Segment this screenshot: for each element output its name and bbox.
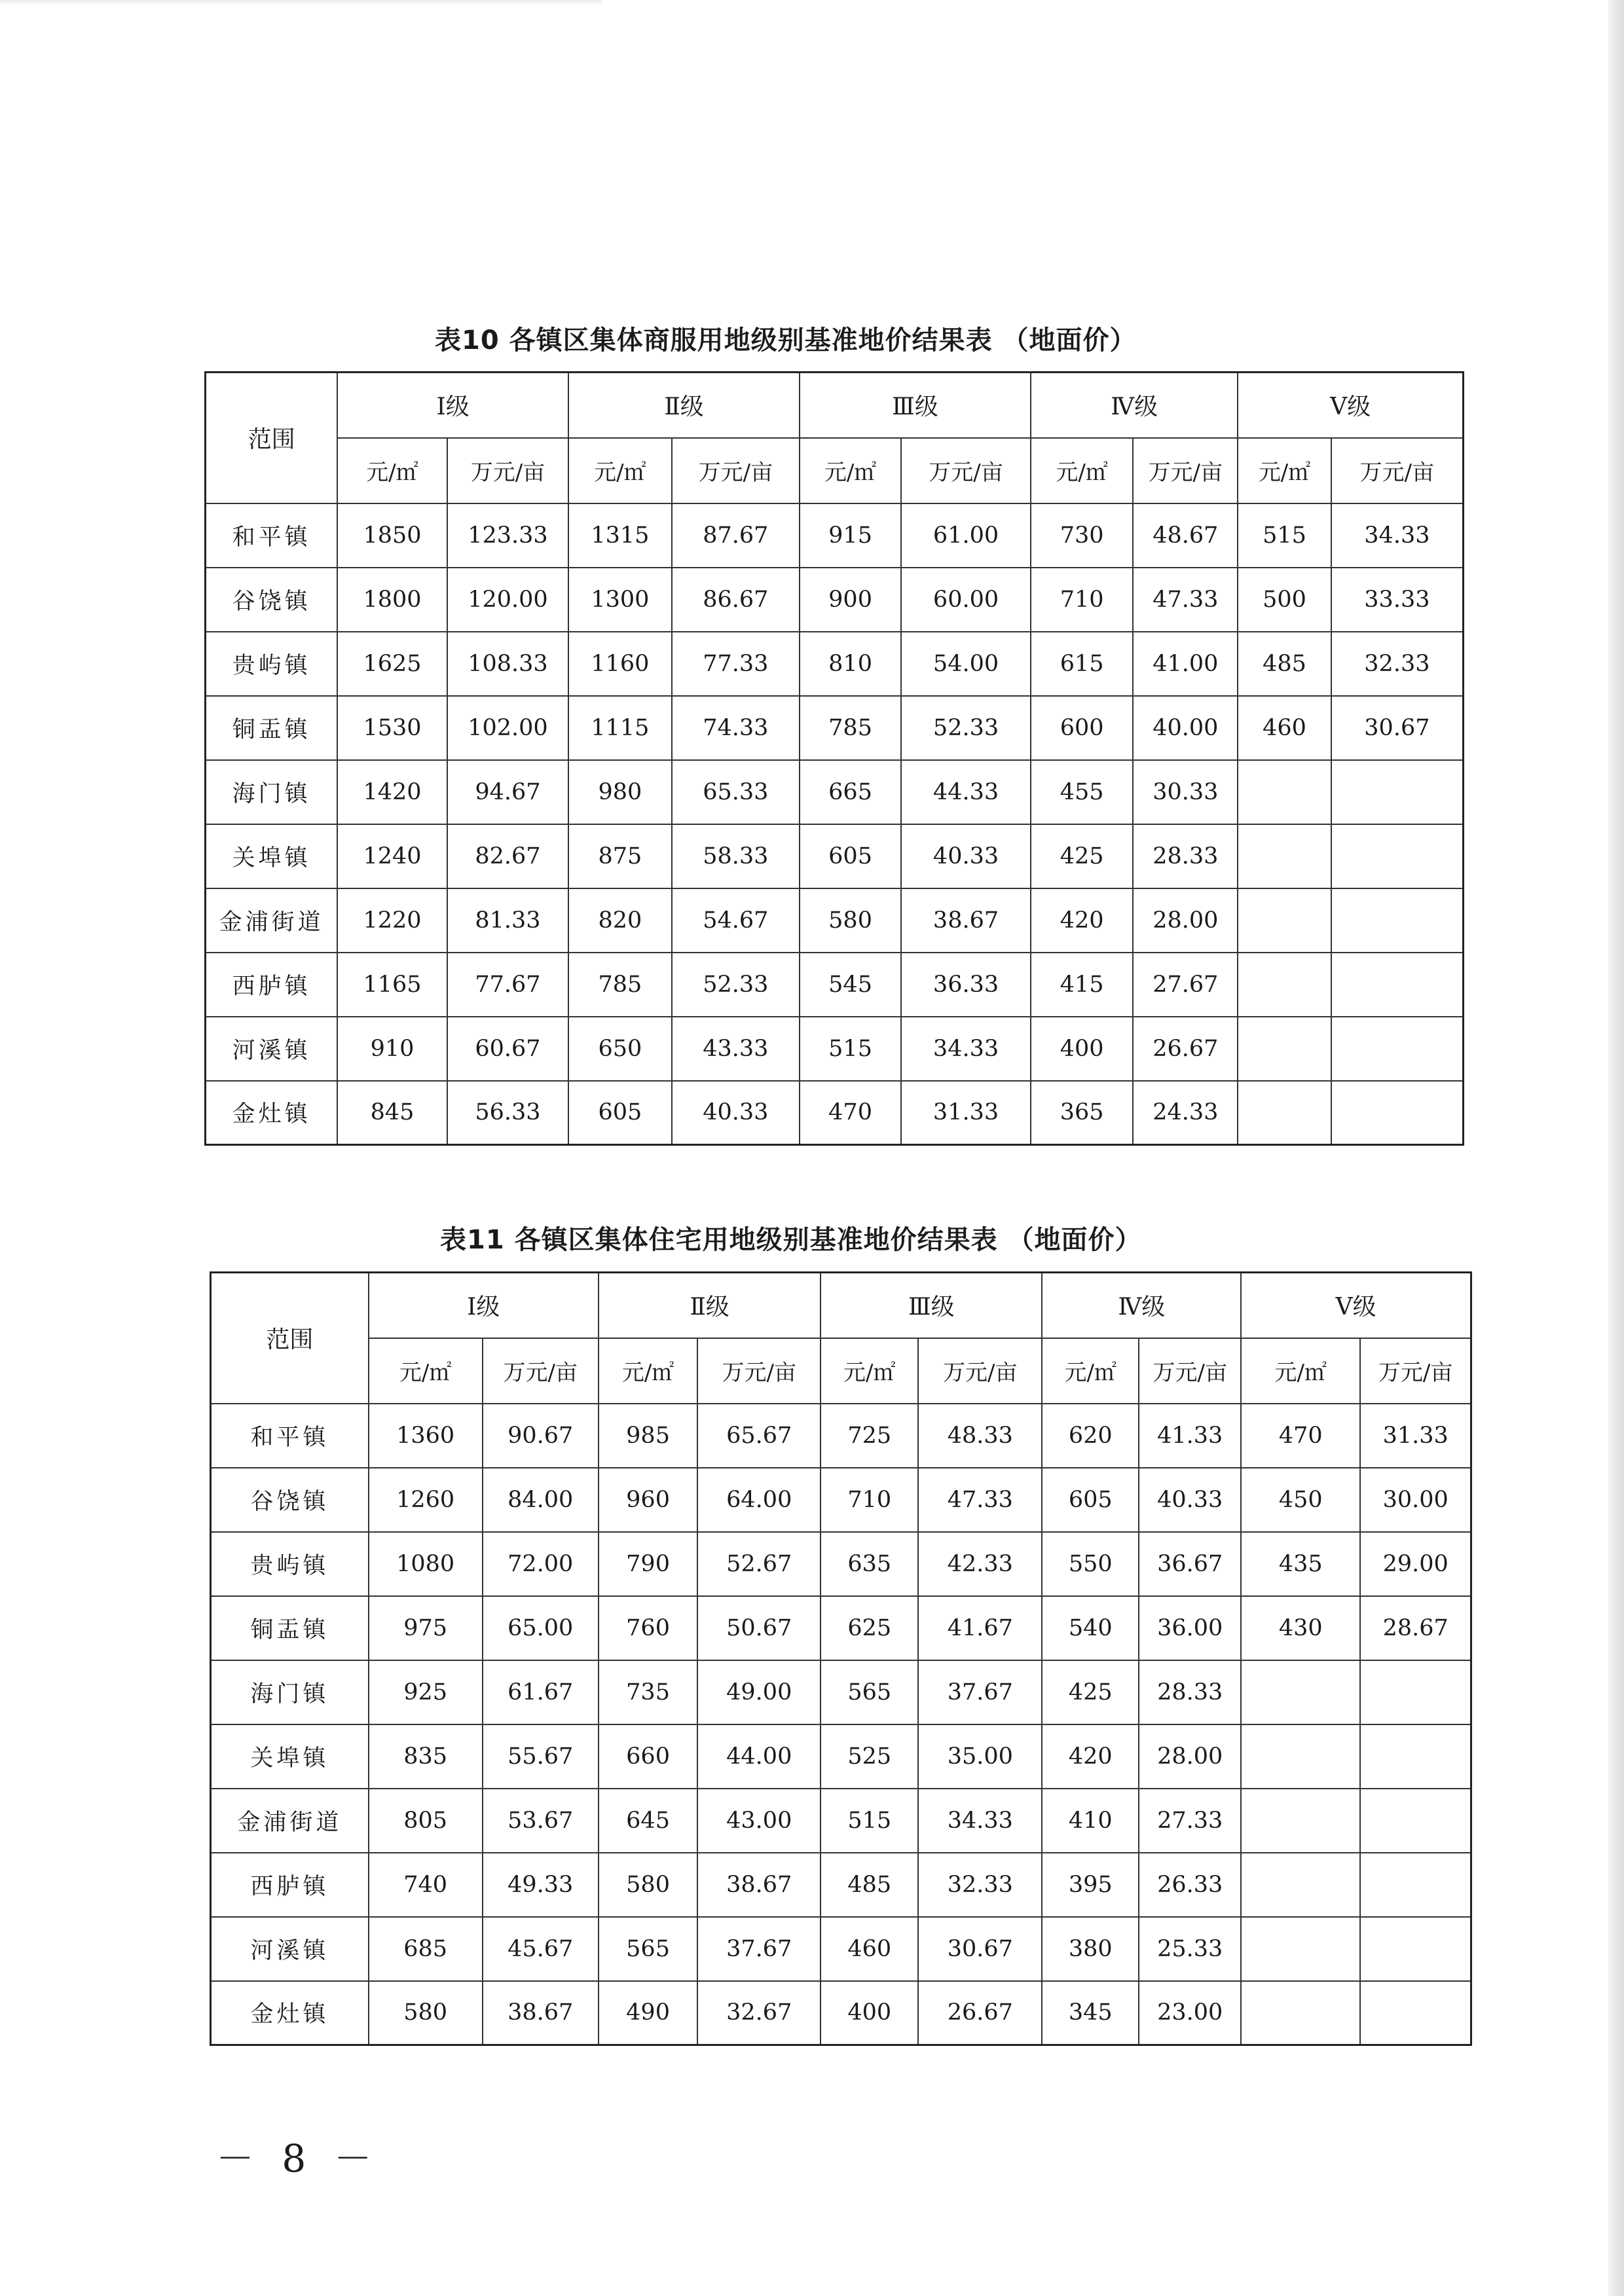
- table-row: [211, 1596, 1471, 1660]
- price-per-mu-cell: 32.67: [697, 1981, 821, 2045]
- table-10-commercial-land-prices: [204, 371, 1464, 1146]
- price-per-mu-cell: [1331, 824, 1464, 888]
- price-per-m2-cell: 925: [369, 1660, 483, 1724]
- price-per-m2-cell: 490: [599, 1981, 697, 2045]
- price-per-m2-cell: 805: [369, 1789, 483, 1853]
- price-per-m2-cell: 485: [1238, 632, 1331, 696]
- grade-5-header: Ⅴ级: [1241, 1273, 1471, 1338]
- price-per-m2-cell: 380: [1042, 1917, 1139, 1981]
- table-row: [206, 1017, 1464, 1081]
- price-per-m2-cell: 485: [821, 1853, 918, 1917]
- price-per-mu-cell: 74.33: [672, 696, 800, 760]
- price-per-m2-cell: 565: [821, 1660, 918, 1724]
- price-per-m2-cell: 345: [1042, 1981, 1139, 2045]
- table-row: [211, 1404, 1471, 1468]
- price-per-mu-cell: 49.00: [697, 1660, 821, 1724]
- grade-2-header: Ⅱ级: [568, 373, 800, 438]
- price-per-m2-cell: 975: [369, 1596, 483, 1660]
- price-per-m2-cell: 1240: [337, 824, 447, 888]
- price-per-m2-cell: 1165: [337, 953, 447, 1017]
- price-per-mu-cell: 38.67: [483, 1981, 599, 2045]
- price-per-mu-cell: 32.33: [1331, 632, 1464, 696]
- price-per-m2-cell: 900: [800, 568, 901, 632]
- range-header: 范围: [206, 373, 338, 503]
- table-row: [206, 888, 1464, 953]
- grade-3-header: Ⅲ级: [800, 373, 1031, 438]
- price-per-mu-cell: 108.33: [447, 632, 568, 696]
- price-per-mu-cell: 30.67: [1331, 696, 1464, 760]
- price-per-m2-cell: 410: [1042, 1789, 1139, 1853]
- price-per-mu-cell: 56.33: [447, 1081, 568, 1145]
- price-per-m2-cell: 550: [1042, 1532, 1139, 1596]
- price-per-mu-cell: 35.00: [918, 1724, 1042, 1789]
- price-per-m2-cell: 540: [1042, 1596, 1139, 1660]
- price-per-mu-cell: 82.67: [447, 824, 568, 888]
- price-per-m2-cell: 1160: [568, 632, 672, 696]
- price-per-mu-cell: [1360, 1981, 1471, 2045]
- grade-1-header: Ⅰ级: [337, 373, 568, 438]
- table-row: [211, 1660, 1471, 1724]
- town-name-cell: 西胪镇: [211, 1853, 369, 1917]
- scan-right-edge: [1608, 0, 1624, 2296]
- unit-yuan-per-m2: 元/㎡: [800, 438, 901, 503]
- price-per-mu-cell: 36.00: [1139, 1596, 1241, 1660]
- price-per-mu-cell: 41.33: [1139, 1404, 1241, 1468]
- price-per-m2-cell: 660: [599, 1724, 697, 1789]
- price-per-m2-cell: 740: [369, 1853, 483, 1917]
- price-per-mu-cell: 44.00: [697, 1724, 821, 1789]
- price-per-mu-cell: 47.33: [1133, 568, 1238, 632]
- unit-wanyuan-per-mu: 万元/亩: [1133, 438, 1238, 503]
- price-per-mu-cell: 26.67: [918, 1981, 1042, 2045]
- price-per-m2-cell: 650: [568, 1017, 672, 1081]
- price-per-m2-cell: 710: [821, 1468, 918, 1532]
- price-per-m2-cell: 420: [1042, 1724, 1139, 1789]
- price-per-mu-cell: 26.67: [1133, 1017, 1238, 1081]
- town-name-cell: 金灶镇: [206, 1081, 338, 1145]
- price-per-mu-cell: 65.67: [697, 1404, 821, 1468]
- town-name-cell: 金浦街道: [211, 1789, 369, 1853]
- price-per-m2-cell: 710: [1031, 568, 1133, 632]
- price-per-mu-cell: 31.33: [1360, 1404, 1471, 1468]
- price-per-m2-cell: 1530: [337, 696, 447, 760]
- price-per-mu-cell: 52.33: [901, 696, 1031, 760]
- town-name-cell: 铜盂镇: [211, 1596, 369, 1660]
- price-per-mu-cell: 30.33: [1133, 760, 1238, 824]
- price-per-mu-cell: 31.33: [901, 1081, 1031, 1145]
- price-per-mu-cell: 38.67: [697, 1853, 821, 1917]
- price-per-m2-cell: 1220: [337, 888, 447, 953]
- price-per-m2-cell: 525: [821, 1724, 918, 1789]
- price-per-m2-cell: 1300: [568, 568, 672, 632]
- town-name-cell: 和平镇: [211, 1404, 369, 1468]
- price-per-m2-cell: 515: [800, 1017, 901, 1081]
- price-per-m2-cell: 625: [821, 1596, 918, 1660]
- table-row: [206, 632, 1464, 696]
- price-per-m2-cell: 470: [800, 1081, 901, 1145]
- town-name-cell: 海门镇: [211, 1660, 369, 1724]
- price-per-mu-cell: 94.67: [447, 760, 568, 824]
- page-number: － 8 －: [216, 2136, 380, 2181]
- price-per-mu-cell: 48.33: [918, 1404, 1042, 1468]
- table-row: [206, 760, 1464, 824]
- price-per-mu-cell: 41.67: [918, 1596, 1042, 1660]
- price-per-mu-cell: 84.00: [483, 1468, 599, 1532]
- price-per-m2-cell: 985: [599, 1404, 697, 1468]
- price-per-m2-cell: 415: [1031, 953, 1133, 1017]
- price-per-mu-cell: 123.33: [447, 503, 568, 568]
- price-per-m2-cell: 1260: [369, 1468, 483, 1532]
- price-per-mu-cell: 28.00: [1133, 888, 1238, 953]
- price-per-mu-cell: 40.33: [1139, 1468, 1241, 1532]
- price-per-mu-cell: 25.33: [1139, 1917, 1241, 1981]
- price-per-mu-cell: 29.00: [1360, 1532, 1471, 1596]
- price-per-m2-cell: 580: [369, 1981, 483, 2045]
- town-name-cell: 铜盂镇: [206, 696, 338, 760]
- price-per-mu-cell: [1331, 760, 1464, 824]
- price-per-mu-cell: 41.00: [1133, 632, 1238, 696]
- price-per-mu-cell: 27.67: [1133, 953, 1238, 1017]
- price-per-mu-cell: 28.67: [1360, 1596, 1471, 1660]
- table-row: [211, 1789, 1471, 1853]
- price-per-mu-cell: 28.00: [1139, 1724, 1241, 1789]
- unit-yuan-per-m2: 元/㎡: [1241, 1338, 1360, 1404]
- price-per-mu-cell: 72.00: [483, 1532, 599, 1596]
- price-per-m2-cell: [1241, 1917, 1360, 1981]
- price-per-mu-cell: 36.33: [901, 953, 1031, 1017]
- price-per-mu-cell: [1360, 1724, 1471, 1789]
- price-per-mu-cell: [1331, 953, 1464, 1017]
- price-per-m2-cell: 980: [568, 760, 672, 824]
- price-per-mu-cell: 37.67: [918, 1660, 1042, 1724]
- unit-wanyuan-per-mu: 万元/亩: [901, 438, 1031, 503]
- price-per-m2-cell: 725: [821, 1404, 918, 1468]
- price-per-mu-cell: [1360, 1660, 1471, 1724]
- price-per-m2-cell: [1238, 1017, 1331, 1081]
- town-name-cell: 谷饶镇: [211, 1468, 369, 1532]
- price-per-mu-cell: 34.33: [901, 1017, 1031, 1081]
- price-per-mu-cell: 49.33: [483, 1853, 599, 1917]
- table-row: [211, 1853, 1471, 1917]
- price-per-mu-cell: 55.67: [483, 1724, 599, 1789]
- price-per-m2-cell: 395: [1042, 1853, 1139, 1917]
- price-per-m2-cell: 730: [1031, 503, 1133, 568]
- price-per-mu-cell: 60.67: [447, 1017, 568, 1081]
- price-per-m2-cell: 665: [800, 760, 901, 824]
- price-per-mu-cell: 36.67: [1139, 1532, 1241, 1596]
- price-per-m2-cell: 460: [821, 1917, 918, 1981]
- price-per-m2-cell: [1241, 1789, 1360, 1853]
- price-per-mu-cell: 28.33: [1139, 1660, 1241, 1724]
- price-per-m2-cell: [1241, 1660, 1360, 1724]
- price-per-m2-cell: 1850: [337, 503, 447, 568]
- price-per-mu-cell: 48.67: [1133, 503, 1238, 568]
- town-name-cell: 贵屿镇: [211, 1532, 369, 1596]
- price-per-m2-cell: [1241, 1853, 1360, 1917]
- price-per-mu-cell: 30.00: [1360, 1468, 1471, 1532]
- price-per-mu-cell: 40.33: [901, 824, 1031, 888]
- unit-yuan-per-m2: 元/㎡: [369, 1338, 483, 1404]
- price-per-m2-cell: 915: [800, 503, 901, 568]
- price-per-m2-cell: 565: [599, 1917, 697, 1981]
- price-per-mu-cell: 33.33: [1331, 568, 1464, 632]
- price-per-m2-cell: 430: [1241, 1596, 1360, 1660]
- price-per-m2-cell: [1238, 888, 1331, 953]
- price-per-mu-cell: 60.00: [901, 568, 1031, 632]
- price-per-m2-cell: 790: [599, 1532, 697, 1596]
- price-per-m2-cell: 605: [568, 1081, 672, 1145]
- price-per-mu-cell: 28.33: [1133, 824, 1238, 888]
- price-per-m2-cell: 605: [800, 824, 901, 888]
- price-per-m2-cell: 435: [1241, 1532, 1360, 1596]
- price-per-mu-cell: 38.67: [901, 888, 1031, 953]
- price-per-m2-cell: 785: [800, 696, 901, 760]
- table-row: [206, 503, 1464, 568]
- table-row: [206, 568, 1464, 632]
- price-per-mu-cell: 26.33: [1139, 1853, 1241, 1917]
- price-per-mu-cell: [1331, 888, 1464, 953]
- price-per-m2-cell: 425: [1042, 1660, 1139, 1724]
- price-per-mu-cell: 90.67: [483, 1404, 599, 1468]
- price-per-m2-cell: 785: [568, 953, 672, 1017]
- price-per-mu-cell: 87.67: [672, 503, 800, 568]
- price-per-m2-cell: 605: [1042, 1468, 1139, 1532]
- price-per-mu-cell: 77.33: [672, 632, 800, 696]
- unit-yuan-per-m2: 元/㎡: [599, 1338, 697, 1404]
- unit-wanyuan-per-mu: 万元/亩: [1360, 1338, 1471, 1404]
- price-per-m2-cell: 810: [800, 632, 901, 696]
- town-name-cell: 贵屿镇: [206, 632, 338, 696]
- price-per-m2-cell: 735: [599, 1660, 697, 1724]
- price-per-mu-cell: 50.67: [697, 1596, 821, 1660]
- price-per-m2-cell: 460: [1238, 696, 1331, 760]
- town-name-cell: 金浦街道: [206, 888, 338, 953]
- price-per-mu-cell: 44.33: [901, 760, 1031, 824]
- table-11-title: 表11 各镇区集体住宅用地级别基准地价结果表 （地面价）: [440, 1225, 1142, 1255]
- price-per-mu-cell: 43.33: [672, 1017, 800, 1081]
- price-per-mu-cell: 32.33: [918, 1853, 1042, 1917]
- price-per-mu-cell: [1360, 1917, 1471, 1981]
- price-per-m2-cell: 470: [1241, 1404, 1360, 1468]
- price-per-m2-cell: 685: [369, 1917, 483, 1981]
- grade-4-header: Ⅳ级: [1042, 1273, 1241, 1338]
- price-per-m2-cell: 820: [568, 888, 672, 953]
- grade-2-header: Ⅱ级: [599, 1273, 821, 1338]
- price-per-mu-cell: 52.33: [672, 953, 800, 1017]
- unit-yuan-per-m2: 元/㎡: [1042, 1338, 1139, 1404]
- table-row: [206, 953, 1464, 1017]
- unit-yuan-per-m2: 元/㎡: [568, 438, 672, 503]
- price-per-mu-cell: 61.00: [901, 503, 1031, 568]
- town-name-cell: 谷饶镇: [206, 568, 338, 632]
- price-per-m2-cell: [1238, 760, 1331, 824]
- price-per-mu-cell: 61.67: [483, 1660, 599, 1724]
- price-per-mu-cell: 42.33: [918, 1532, 1042, 1596]
- price-per-mu-cell: 40.00: [1133, 696, 1238, 760]
- price-per-m2-cell: 1115: [568, 696, 672, 760]
- town-name-cell: 关埠镇: [211, 1724, 369, 1789]
- grade-4-header: Ⅳ级: [1031, 373, 1238, 438]
- price-per-m2-cell: 760: [599, 1596, 697, 1660]
- price-per-mu-cell: 53.67: [483, 1789, 599, 1853]
- table-11-residential-land-prices: [210, 1271, 1472, 2046]
- unit-wanyuan-per-mu: 万元/亩: [447, 438, 568, 503]
- price-per-mu-cell: 65.00: [483, 1596, 599, 1660]
- price-per-m2-cell: 420: [1031, 888, 1133, 953]
- table-10-title: 表10 各镇区集体商服用地级别基准地价结果表 （地面价）: [435, 325, 1137, 355]
- grade-1-header: Ⅰ级: [369, 1273, 599, 1338]
- table-row: [211, 1532, 1471, 1596]
- price-per-m2-cell: 1315: [568, 503, 672, 568]
- price-per-mu-cell: 102.00: [447, 696, 568, 760]
- price-per-m2-cell: 515: [1238, 503, 1331, 568]
- price-per-mu-cell: 43.00: [697, 1789, 821, 1853]
- town-name-cell: 关埠镇: [206, 824, 338, 888]
- price-per-mu-cell: [1331, 1081, 1464, 1145]
- range-header: 范围: [211, 1273, 369, 1404]
- price-per-m2-cell: 400: [1031, 1017, 1133, 1081]
- price-per-mu-cell: 34.33: [918, 1789, 1042, 1853]
- price-per-mu-cell: 86.67: [672, 568, 800, 632]
- price-per-mu-cell: 65.33: [672, 760, 800, 824]
- town-name-cell: 西胪镇: [206, 953, 338, 1017]
- grade-5-header: Ⅴ级: [1238, 373, 1463, 438]
- town-name-cell: 海门镇: [206, 760, 338, 824]
- price-per-mu-cell: 37.67: [697, 1917, 821, 1981]
- table-row: [211, 1468, 1471, 1532]
- price-per-m2-cell: 1625: [337, 632, 447, 696]
- unit-yuan-per-m2: 元/㎡: [821, 1338, 918, 1404]
- unit-yuan-per-m2: 元/㎡: [1031, 438, 1133, 503]
- price-per-mu-cell: 30.67: [918, 1917, 1042, 1981]
- scan-top-edge: [0, 0, 602, 5]
- price-per-m2-cell: [1241, 1724, 1360, 1789]
- table-row: [206, 696, 1464, 760]
- unit-yuan-per-m2: 元/㎡: [1238, 438, 1331, 503]
- price-per-m2-cell: 960: [599, 1468, 697, 1532]
- price-per-m2-cell: 635: [821, 1532, 918, 1596]
- price-per-m2-cell: 620: [1042, 1404, 1139, 1468]
- unit-wanyuan-per-mu: 万元/亩: [697, 1338, 821, 1404]
- price-per-mu-cell: 64.00: [697, 1468, 821, 1532]
- price-per-m2-cell: 450: [1241, 1468, 1360, 1532]
- table-row: [206, 1081, 1464, 1145]
- price-per-m2-cell: 425: [1031, 824, 1133, 888]
- price-per-mu-cell: 52.67: [697, 1532, 821, 1596]
- price-per-mu-cell: 81.33: [447, 888, 568, 953]
- table-row: [211, 1981, 1471, 2045]
- price-per-m2-cell: 580: [599, 1853, 697, 1917]
- table-row: [211, 1917, 1471, 1981]
- price-per-mu-cell: 27.33: [1139, 1789, 1241, 1853]
- town-name-cell: 金灶镇: [211, 1981, 369, 2045]
- price-per-m2-cell: [1238, 1081, 1331, 1145]
- price-per-m2-cell: 1420: [337, 760, 447, 824]
- price-per-m2-cell: 400: [821, 1981, 918, 2045]
- unit-wanyuan-per-mu: 万元/亩: [918, 1338, 1042, 1404]
- price-per-m2-cell: [1238, 824, 1331, 888]
- town-name-cell: 河溪镇: [206, 1017, 338, 1081]
- unit-wanyuan-per-mu: 万元/亩: [1331, 438, 1464, 503]
- price-per-m2-cell: 545: [800, 953, 901, 1017]
- price-per-m2-cell: 1080: [369, 1532, 483, 1596]
- price-per-m2-cell: 615: [1031, 632, 1133, 696]
- unit-wanyuan-per-mu: 万元/亩: [483, 1338, 599, 1404]
- unit-yuan-per-m2: 元/㎡: [337, 438, 447, 503]
- price-per-mu-cell: 34.33: [1331, 503, 1464, 568]
- price-per-mu-cell: 120.00: [447, 568, 568, 632]
- price-per-mu-cell: 54.00: [901, 632, 1031, 696]
- town-name-cell: 河溪镇: [211, 1917, 369, 1981]
- unit-wanyuan-per-mu: 万元/亩: [672, 438, 800, 503]
- price-per-m2-cell: [1241, 1981, 1360, 2045]
- price-per-m2-cell: 515: [821, 1789, 918, 1853]
- price-per-m2-cell: 365: [1031, 1081, 1133, 1145]
- price-per-m2-cell: 645: [599, 1789, 697, 1853]
- price-per-mu-cell: 77.67: [447, 953, 568, 1017]
- price-per-m2-cell: 910: [337, 1017, 447, 1081]
- price-per-mu-cell: 58.33: [672, 824, 800, 888]
- unit-wanyuan-per-mu: 万元/亩: [1139, 1338, 1241, 1404]
- price-per-mu-cell: [1360, 1789, 1471, 1853]
- price-per-m2-cell: 1360: [369, 1404, 483, 1468]
- price-per-m2-cell: 580: [800, 888, 901, 953]
- town-name-cell: 和平镇: [206, 503, 338, 568]
- price-per-m2-cell: 1800: [337, 568, 447, 632]
- price-per-m2-cell: [1238, 953, 1331, 1017]
- price-per-mu-cell: [1360, 1853, 1471, 1917]
- price-per-mu-cell: 23.00: [1139, 1981, 1241, 2045]
- price-per-mu-cell: 24.33: [1133, 1081, 1238, 1145]
- price-per-mu-cell: 47.33: [918, 1468, 1042, 1532]
- price-per-m2-cell: 500: [1238, 568, 1331, 632]
- price-per-m2-cell: 455: [1031, 760, 1133, 824]
- table-row: [206, 824, 1464, 888]
- price-per-mu-cell: 54.67: [672, 888, 800, 953]
- price-per-mu-cell: [1331, 1017, 1464, 1081]
- price-per-m2-cell: 600: [1031, 696, 1133, 760]
- price-per-mu-cell: 40.33: [672, 1081, 800, 1145]
- table-row: [211, 1724, 1471, 1789]
- price-per-mu-cell: 45.67: [483, 1917, 599, 1981]
- price-per-m2-cell: 875: [568, 824, 672, 888]
- price-per-m2-cell: 845: [337, 1081, 447, 1145]
- price-per-m2-cell: 835: [369, 1724, 483, 1789]
- grade-3-header: Ⅲ级: [821, 1273, 1042, 1338]
